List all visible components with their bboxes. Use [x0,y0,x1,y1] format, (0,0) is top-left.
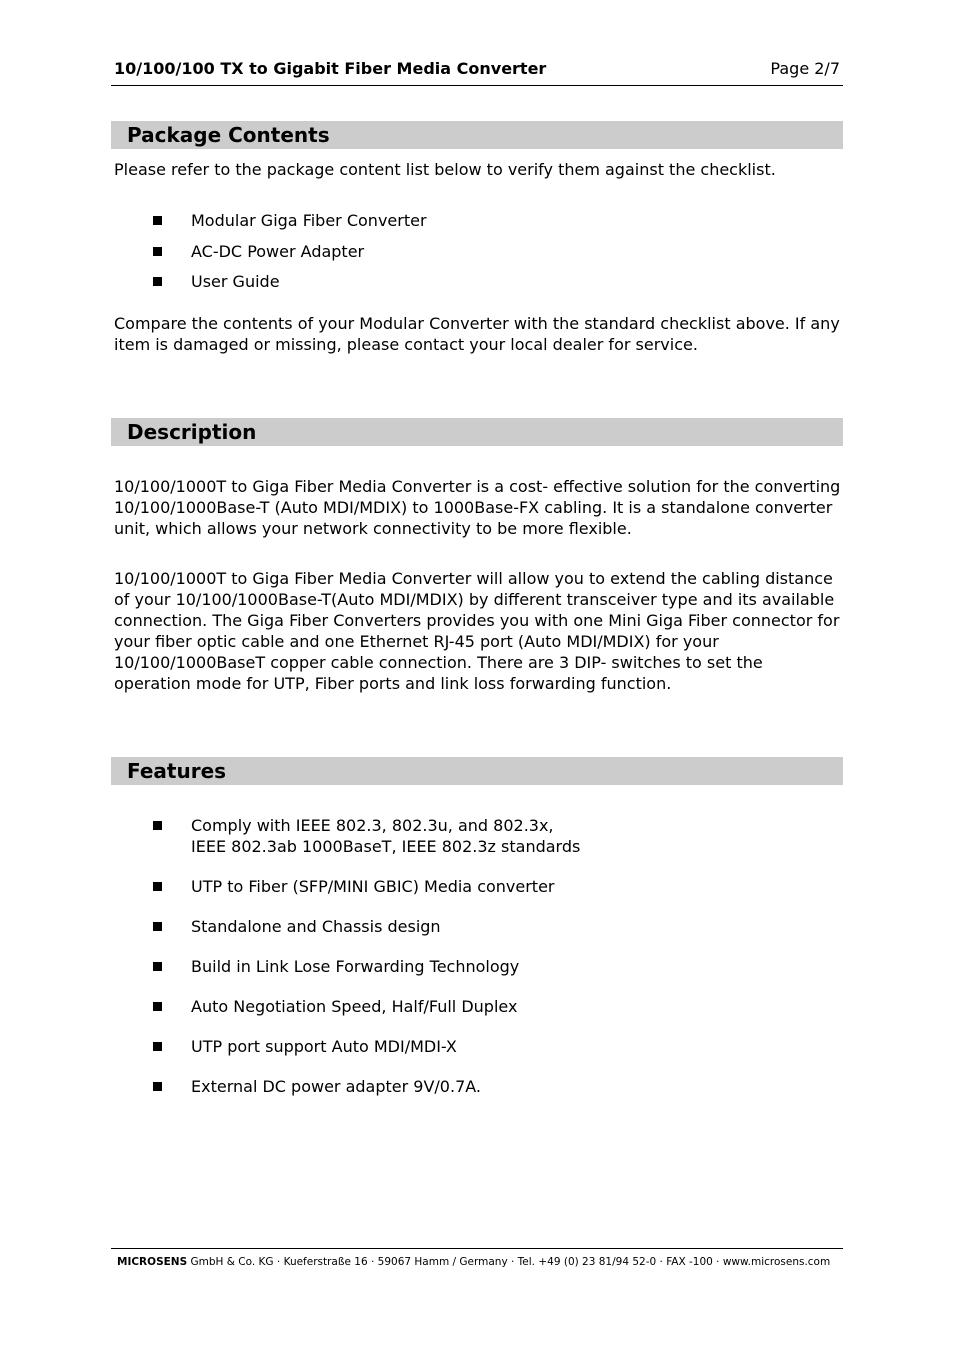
list-item: External DC power adapter 9V/0.7A. [152,1076,580,1097]
bullet-square-icon [153,922,162,931]
bullet-square-icon [153,1002,162,1011]
section-heading-package-contents [111,121,843,149]
features-list [152,815,580,1097]
list-item: Comply with IEEE 802.3, 802.3u, and 802.3x, IEEE 802.3ab 1000BaseT, IEEE 802.3z standards [152,815,580,857]
list-item: User Guide [152,271,427,292]
section-title: Description [127,420,257,444]
page-number: Page 2/7 [770,59,840,78]
package-note: Compare the contents of your Modular Converter with the standard checklist above. If any item is damaged or missing, please contact your local dealer for service. [114,314,840,354]
list-item: Build in Link Lose Forwarding Technology [152,956,580,977]
description-paragraph: 10/100/1000T to Giga Fiber Media Converter will allow you to extend the cabling distance of your 10/100/1000Base-T(Auto MDI/MDIX) by different transceiver type and its available connection. The Giga Fiber Converters provides you with one Mini Giga Fiber connector for your fiber optic cable and one Ethernet RJ-45 port (Auto MDI/MDIX) for your 10/100/1000BaseT copper cable connection. There are 3 DIP- switches to set the operation mode for UTP, Fiber ports and link loss forwarding function. [114,569,840,693]
bullet-square-icon [153,962,162,971]
page-header [111,57,843,86]
bullet-square-icon [153,1082,162,1091]
section-heading-features [111,757,843,785]
list-item: Standalone and Chassis design [152,916,580,937]
list-item: AC-DC Power Adapter [152,241,427,262]
list-item: Auto Negotiation Speed, Half/Full Duplex [152,996,580,1017]
page-footer [117,1256,830,1268]
package-intro: Please refer to the package content list below to verify them against the checklist. [114,160,776,179]
company-address: GmbH & Co. KG · Kueferstraße 16 · 59067 Hamm / Germany · Tel. +49 (0) 23 81/94 52-0 · FAX -100 · www.microsens.com [187,1256,831,1268]
bullet-square-icon [153,247,162,256]
company-name: MICROSENS [117,1256,188,1268]
description-paragraph: 10/100/1000T to Giga Fiber Media Converter is a cost- effective solution for the converting 10/100/1000Base-T (Auto MDI/MDIX) to 1000Base-FX cabling. It is a standalone converter unit, which allows your network connectivity to be more flexible. [114,477,841,538]
footer-divider [111,1248,843,1249]
bullet-square-icon [153,821,162,830]
list-item: UTP to Fiber (SFP/MINI GBIC) Media converter [152,876,580,897]
bullet-square-icon [153,882,162,891]
bullet-square-icon [153,277,162,286]
list-item: Modular Giga Fiber Converter [152,210,427,231]
section-title: Package Contents [127,123,330,147]
bullet-square-icon [153,1042,162,1051]
section-heading-description [111,418,843,446]
bullet-square-icon [153,216,162,225]
document-title: 10/100/100 TX to Gigabit Fiber Media Converter [114,59,547,78]
package-list [152,210,427,292]
list-item: UTP port support Auto MDI/MDI-X [152,1036,580,1057]
section-title: Features [127,759,227,783]
